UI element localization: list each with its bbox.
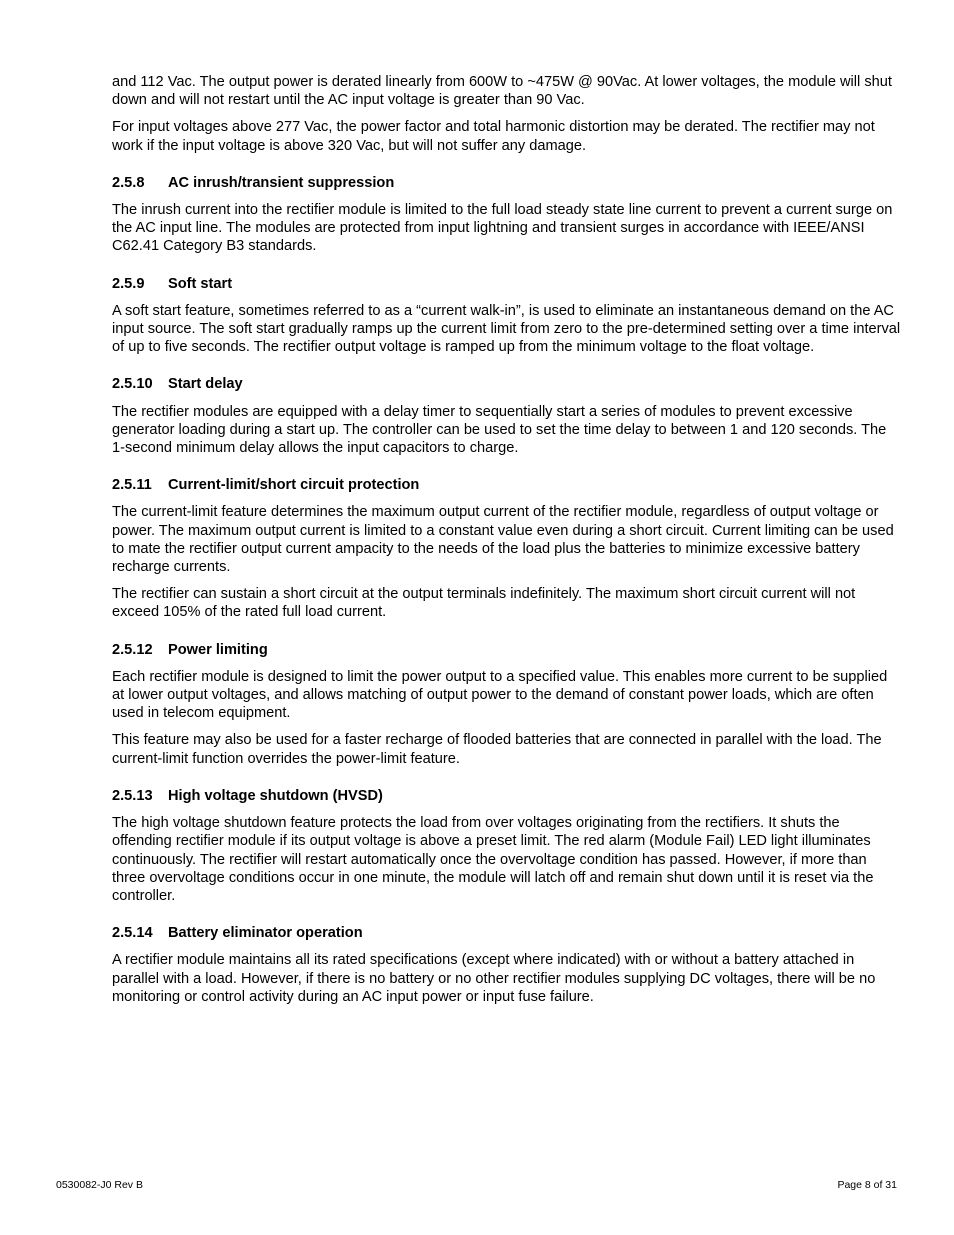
section-title: High voltage shutdown (HVSD)	[168, 787, 383, 804]
section-heading	[112, 174, 902, 192]
section-number: 2.5.12	[112, 641, 153, 658]
section-number: 2.5.8	[112, 174, 145, 191]
section-number: 2.5.10	[112, 376, 153, 393]
paragraph: A soft start feature, sometimes referred to as a “current walk-in”, is used to eliminate an instantaneous demand on the AC input source. The soft start gradually ramps up the current limit from zero to the pre-determined setting over a time interval of up to five seconds. The rectifier output voltage is ramped up from the minimum voltage to the float voltage.	[112, 302, 901, 356]
section-heading	[112, 375, 902, 393]
document-body	[112, 73, 902, 1015]
section-title: Soft start	[168, 275, 233, 292]
section-number: 2.5.13	[112, 787, 153, 804]
section-number: 2.5.9	[112, 275, 145, 292]
section-heading	[112, 275, 902, 293]
paragraph: For input voltages above 277 Vac, the power factor and total harmonic distortion may be derated. The rectifier may not work if the input voltage is above 320 Vac, but will not suffer any damage.	[112, 119, 875, 154]
paragraph: The inrush current into the rectifier module is limited to the full load steady state line current to prevent a current surge on the AC input line. The modules are protected from input lightning and transient surges in accordance with IEEE/ANSI C62.41 Category B3 standards.	[112, 202, 893, 255]
section-title: Start delay	[168, 376, 243, 393]
paragraph: The high voltage shutdown feature protects the load from over voltages originating from the rectifiers. It shuts the offending rectifier module if its output voltage is above a preset limit. The red alarm (Module Fail) LED light illuminates continuously. The rectifier will restart automatically once the overvoltage condition has passed. However, if more than three overvoltage conditions occur in one minute, the module will latch off and remain shut down until it is reset via the controller.	[112, 815, 874, 904]
footer-page-number: Page 8 of 31	[837, 1179, 897, 1191]
section-number: 2.5.14	[112, 925, 153, 942]
paragraph: A rectifier module maintains all its rated specifications (except where indicated) with or without a battery attached in parallel with a load. However, if there is no battery or no other rectifier modules supplying DC voltages, there will be no monitoring or control activity during an AC input power or input fuse failure.	[112, 952, 876, 1005]
footer-doc-number: 0530082-J0 Rev B	[56, 1179, 143, 1191]
section-number: 2.5.11	[112, 477, 152, 494]
section-heading	[112, 641, 902, 659]
section-title: AC inrush/transient suppression	[168, 174, 395, 191]
section-heading	[112, 476, 902, 494]
paragraph: The rectifier can sustain a short circuit at the output terminals indefinitely. The maximum short circuit current will not exceed 105% of the rated full load current.	[112, 586, 856, 621]
section-heading	[112, 924, 902, 942]
paragraph: The current-limit feature determines the maximum output current of the rectifier module, regardless of output voltage or power. The maximum output current is limited to a constant value even during a short circuit. Current limiting can be used to mate the rectifier output current ampacity to the needs of the load plus the batteries to minimize excessive battery recharge currents.	[112, 504, 894, 576]
paragraph: and 112 Vac. The output power is derated linearly from 600W to ~475W @ 90Vac. At lower voltages, the module will shut down and will not restart until the AC input voltage is greater than 90 Vac.	[112, 74, 892, 109]
paragraph: The rectifier modules are equipped with a delay timer to sequentially start a series of modules to prevent excessive generator loading during a start up. The controller can be used to set the time delay to between 1 and 120 seconds. The 1-second minimum delay allows the input capacitors to charge.	[112, 403, 887, 457]
section-title: Battery eliminator operation	[168, 925, 363, 942]
paragraph: This feature may also be used for a faster recharge of flooded batteries that are connected in parallel with the load. The current-limit function overrides the power-limit feature.	[112, 732, 882, 767]
section-title: Current-limit/short circuit protection	[168, 477, 420, 494]
section-title: Power limiting	[168, 641, 268, 658]
section-heading	[112, 787, 902, 805]
paragraph: Each rectifier module is designed to limit the power output to a specified value. This enables more current to be supplied at lower output voltages, and allows matching of output power to the demand of constant power loads, which are often used in telecom equipment.	[112, 668, 888, 722]
